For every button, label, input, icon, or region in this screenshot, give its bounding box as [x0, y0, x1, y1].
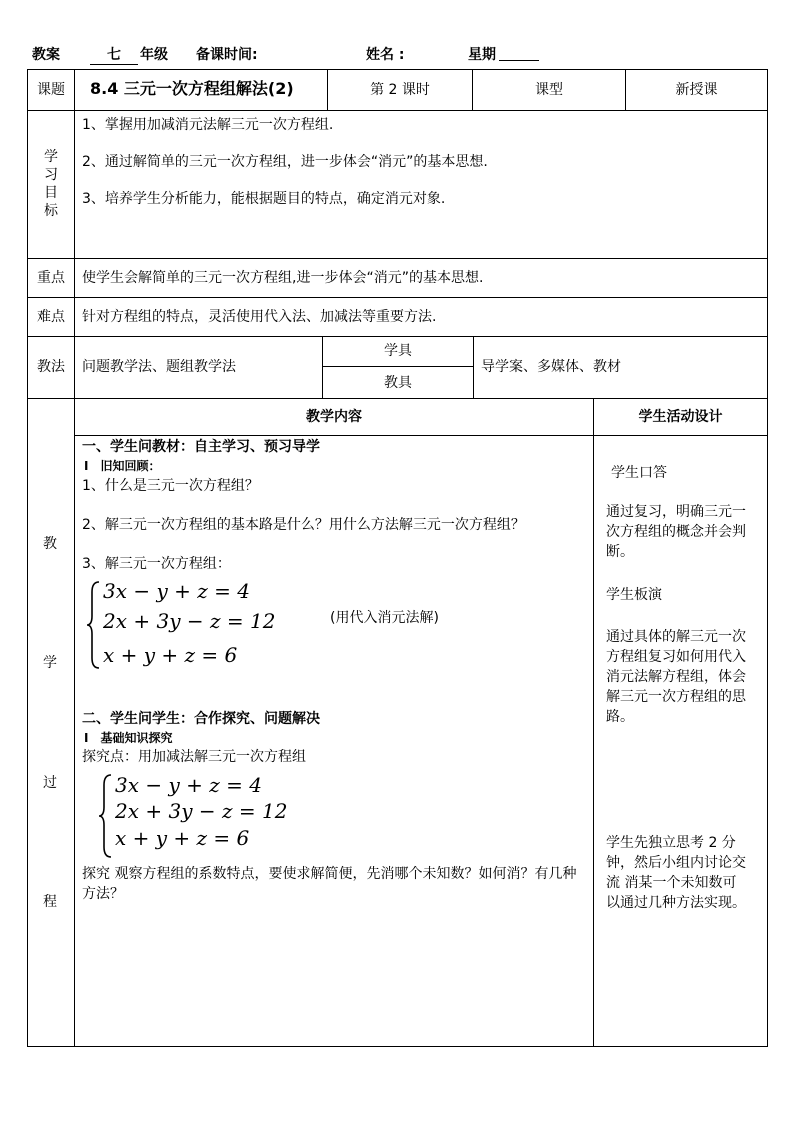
header-name: 姓名 :	[366, 47, 405, 63]
question-2: 2、解三元一次方程组的基本路是什么？用什么方法解三元一次方程组？	[82, 517, 525, 533]
left-brace	[98, 773, 114, 859]
tool-student-label: 学具	[384, 343, 412, 359]
header-grade-label: 年级	[140, 47, 168, 63]
section2-subtitle: Ⅰ 基础知识探究	[84, 731, 173, 745]
section1-subtitle: Ⅰ 旧知回顾：	[84, 459, 161, 473]
activity-item: 学生口答	[611, 465, 667, 481]
topic-label: 课题	[37, 82, 65, 98]
col-activity-header: 学生活动设计	[638, 409, 723, 425]
lesson-title: 8.4 三元一次方程组解法(2)	[90, 79, 294, 98]
equation: 3x − y + z = 4	[103, 579, 250, 603]
header-jiaoan: 教案	[32, 47, 60, 63]
header-grade-value: 七	[90, 44, 138, 65]
col-content-header: 教学内容	[306, 409, 362, 425]
question-3: 3、解三元一次方程组：	[82, 556, 231, 572]
key-text: 使学生会解简单的三元一次方程组,进一步体会“消元”的基本思想.	[82, 270, 484, 286]
difficulty-label: 难点	[37, 309, 65, 325]
equation: x + y + z = 6	[103, 643, 238, 667]
substitution-hint: (用代入消元法解)	[330, 610, 439, 626]
method-text: 问题教学法、题组教学法	[82, 359, 236, 375]
goal-item: 2、通过解简单的三元一次方程组，进一步体会“消元”的基本思想.	[82, 154, 488, 170]
activity-item: 学生板演	[606, 587, 662, 603]
lesson-type-label: 课型	[535, 82, 563, 98]
activity-item: 学生先独立思考 2 分钟，然后小组内讨论交流 消某一个未知数可以通过几种方法实现。	[606, 835, 746, 911]
left-brace	[86, 580, 102, 670]
equation: 2x + 3y − z = 12	[115, 799, 288, 823]
header-prep-time: 备课时间:	[196, 47, 258, 63]
key-label: 重点	[37, 270, 65, 286]
explore-question: 探究 观察方程组的系数特点，要使求解简便，先消哪个未知数？如何消？有几种方法？	[82, 866, 577, 902]
section2-title: 二、学生问学生：合作探究、问题解决	[82, 711, 320, 727]
equation: 2x + 3y − z = 12	[103, 609, 276, 633]
method-label: 教法	[37, 359, 65, 375]
header-weekday: 星期	[468, 47, 496, 63]
explore-point: 探究点：用加减法解三元一次方程组	[82, 749, 306, 765]
section1-title: 一、学生问教材：自主学习、预习导学	[82, 439, 320, 455]
tools-text: 导学案、多媒体、教材	[481, 359, 621, 375]
header-weekday-blank	[499, 44, 539, 61]
difficulty-text: 针对方程组的特点，灵活使用代入法、加减法等重要方法.	[82, 309, 437, 325]
lesson-type-value: 新授课	[675, 82, 718, 98]
lesson-period: 第 2 课时	[370, 82, 430, 98]
question-1: 1、什么是三元一次方程组？	[82, 478, 259, 494]
tool-teacher-label: 教具	[384, 375, 412, 391]
equation: 3x − y + z = 4	[115, 773, 262, 797]
activity-item: 通过具体的解三元一次方程组复习如何用代入消元法解方程组，体会解三元一次方程组的思路。	[606, 629, 746, 725]
activity-item: 通过复习，明确三元一次方程组的概念并会判断。	[606, 504, 746, 560]
goal-item: 3、培养学生分析能力，能根据题目的特点，确定消元对象.	[82, 191, 446, 207]
equation: x + y + z = 6	[115, 826, 250, 850]
goal-item: 1、掌握用加减消元法解三元一次方程组.	[82, 117, 334, 133]
